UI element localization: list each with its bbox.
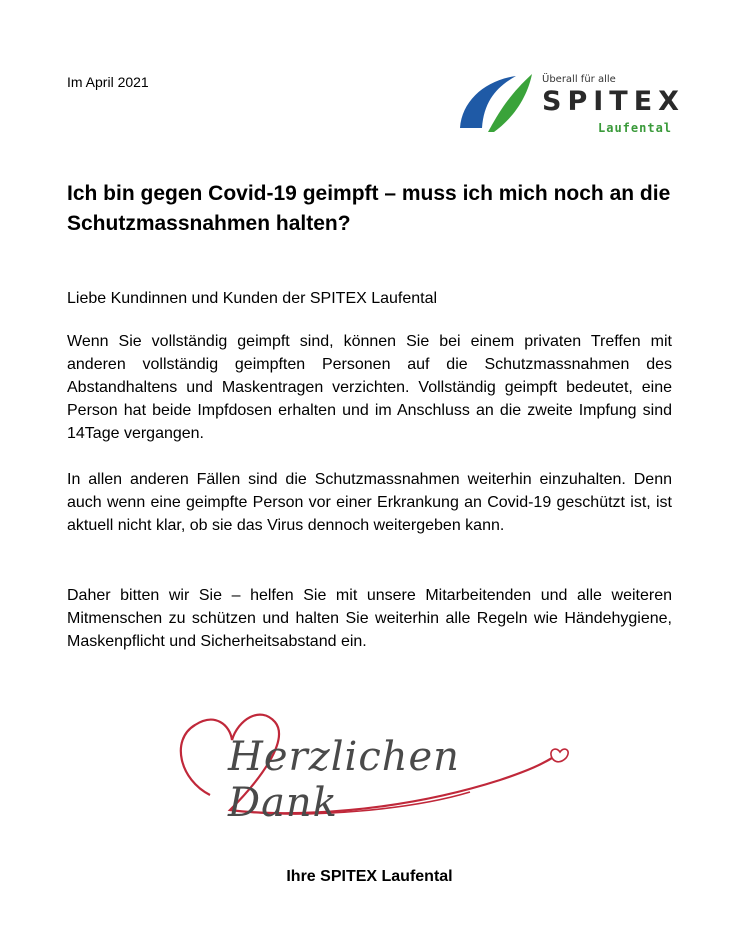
thanks-text: Herzlichen Dank [228,734,460,826]
logo-region: Laufental [598,121,673,135]
signoff: Ihre SPITEX Laufental [286,868,453,885]
logo-tagline: Überall für alle [542,74,616,85]
paragraph-1: Wenn Sie vollständig geimpft sind, können Sie bei einem privaten Treffen mit anderen vollständig geimpften Personen auf die Schutzmassnahmen des Abstandhaltens und Maskentragen verzichten. Vollständig geimpft bedeutet, eine Person hat beide Impfdosen erhalten und im Anschluss an die zweite Impfung sind 14Tage vergangen. [67,333,672,442]
greeting: Liebe Kundinnen und Kunden der SPITEX Laufental [67,290,438,307]
page-title: Ich bin gegen Covid-19 geimpft – muss ich mich noch an die Schutzmassnahmen halten? [67,182,671,235]
spitex-swoosh-icon [458,70,538,136]
logo-name: SPITEX [542,86,685,117]
thanks-graphic [170,700,570,830]
paragraph-3: Daher bitten wir Sie – helfen Sie mit unsere Mitarbeitenden und alle weiteren Mitmenschen zu schützen und halten Sie weiterhin alle Regeln wie Händehygiene, Maskenpflicht und Sicherheitsabstand ein. [67,587,672,650]
date-line: Im April 2021 [67,74,149,90]
spitex-logo [458,70,685,140]
paragraph-2: In allen anderen Fällen sind die Schutzmassnahmen weiterhin einzuhalten. Denn auch wenn eine geimpfte Person vor einer Erkrankung an Covid-19 geschützt ist, ist aktuell nicht klar, ob sie das Virus dennoch weitergeben kann. [67,471,672,534]
